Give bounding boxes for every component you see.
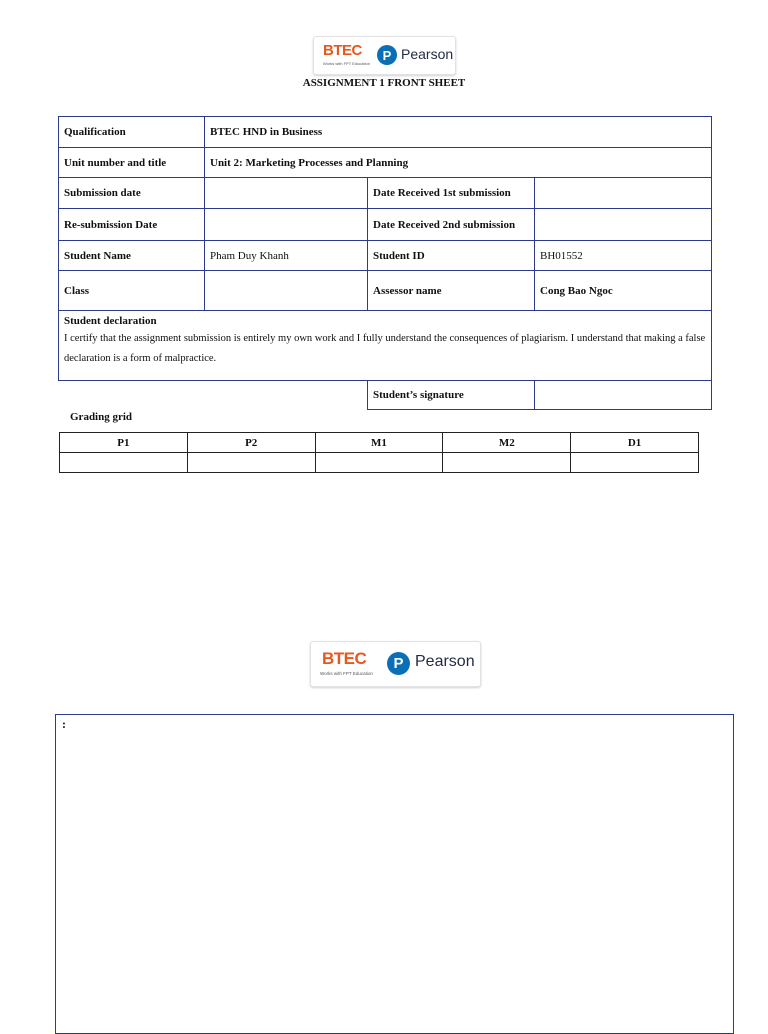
btec-tagline: [323, 61, 370, 66]
front-sheet-table: [58, 116, 712, 410]
student-name-label: Student Name: [59, 241, 205, 271]
table-row: [59, 311, 712, 381]
btec-pearson-logo: [313, 36, 456, 75]
grade-header-p2: P2: [187, 433, 315, 453]
grade-header-m2: M2: [443, 433, 571, 453]
grading-grid-table: [59, 432, 699, 473]
grade-cell-p2[interactable]: [187, 453, 315, 473]
btec-logo-text: BTEC: [322, 649, 367, 668]
declaration-text: I certify that the assignment submission is entirely my own work and I fully understand the consequences of plagiarism. I understand that making a false declaration is a form of malpractice.: [64, 333, 706, 364]
pearson-logo-text: Pearson: [415, 653, 475, 670]
table-row: [59, 117, 712, 148]
spacer-cell: [59, 381, 205, 410]
student-id-field[interactable]: BH01552: [535, 241, 712, 271]
grading-grid-value-row: [60, 453, 699, 473]
unit-label: Unit number and title: [59, 148, 205, 178]
signature-field[interactable]: [535, 381, 712, 410]
table-row: [59, 178, 712, 209]
class-field[interactable]: [205, 271, 368, 311]
resubmission-date-label: Re-submission Date: [59, 209, 205, 241]
grading-grid-label: Grading grid: [70, 411, 133, 423]
date-received-2-label: Date Received 2nd submission: [368, 209, 535, 241]
student-id-label: Student ID: [368, 241, 535, 271]
table-row: [59, 271, 712, 311]
grade-header-p1: P1: [60, 433, 188, 453]
qualification-value: BTEC HND in Business: [205, 117, 712, 148]
submission-date-field[interactable]: [205, 178, 368, 209]
signature-label: Student’s signature: [368, 381, 535, 410]
declaration-title: Student declaration: [64, 315, 157, 327]
grade-cell-p1[interactable]: [60, 453, 188, 473]
resubmission-date-field[interactable]: [205, 209, 368, 241]
table-row: [59, 381, 712, 410]
btec-logo-text: BTEC: [323, 42, 362, 59]
feedback-box[interactable]: [55, 714, 734, 1034]
assessor-label: Assessor name: [368, 271, 535, 311]
submission-date-label: Submission date: [59, 178, 205, 209]
grade-header-m1: M1: [315, 433, 443, 453]
student-name-field[interactable]: Pham Duy Khanh: [205, 241, 368, 271]
grade-cell-d1[interactable]: [571, 453, 699, 473]
table-row: [59, 209, 712, 241]
grade-cell-m2[interactable]: [443, 453, 571, 473]
grade-cell-m1[interactable]: [315, 453, 443, 473]
unit-value: Unit 2: Marketing Processes and Planning: [205, 148, 712, 178]
table-row: [59, 241, 712, 271]
btec-tagline-text: Works with FPT Education: [323, 61, 370, 66]
btec-tagline: [320, 671, 373, 676]
page-title: ASSIGNMENT 1 FRONT SHEET: [302, 77, 466, 89]
date-received-1-label: Date Received 1st submission: [368, 178, 535, 209]
date-received-1-field[interactable]: [535, 178, 712, 209]
assessor-field[interactable]: Cong Bao Ngoc: [535, 271, 712, 311]
pearson-icon: P: [387, 652, 410, 675]
grade-header-d1: D1: [571, 433, 699, 453]
qualification-label: Qualification: [59, 117, 205, 148]
grading-grid-header-row: [60, 433, 699, 453]
btec-pearson-logo-second: [310, 641, 481, 687]
spacer-cell: [205, 381, 368, 410]
pearson-logo-text: Pearson: [401, 46, 454, 62]
class-label: Class: [59, 271, 205, 311]
pearson-icon: P: [377, 45, 397, 65]
table-row: [59, 148, 712, 178]
btec-tagline-text: Works with FPT Education: [320, 671, 373, 676]
student-declaration: [59, 311, 712, 381]
feedback-marker: :: [62, 717, 66, 731]
date-received-2-field[interactable]: [535, 209, 712, 241]
